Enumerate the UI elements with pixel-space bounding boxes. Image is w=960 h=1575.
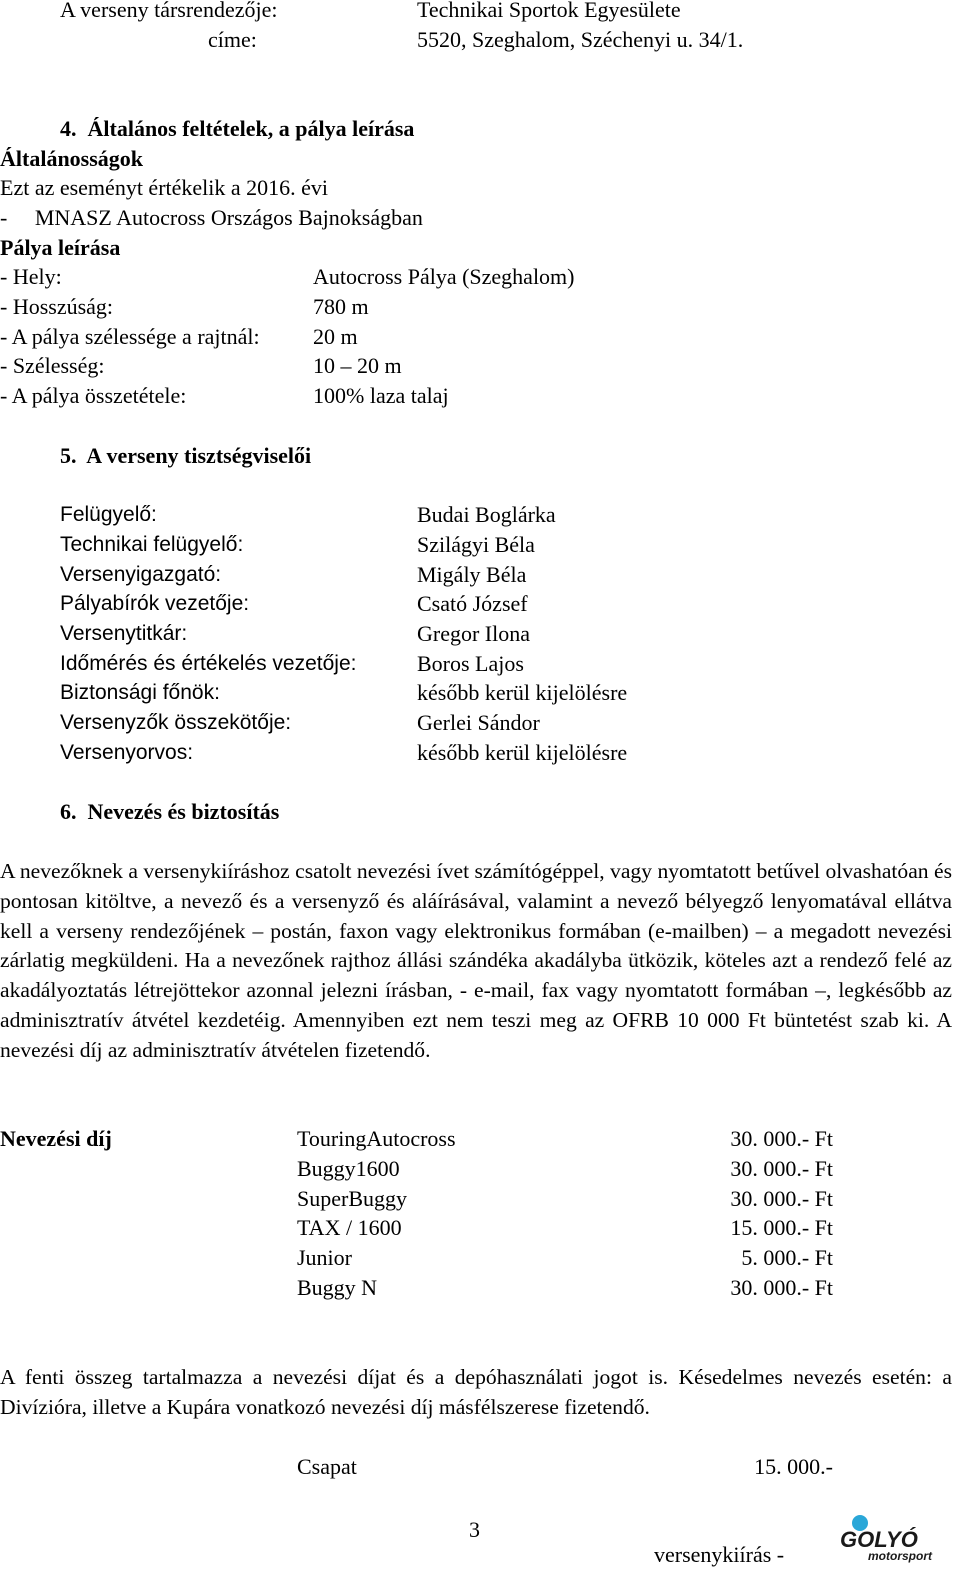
section4-heading: 4. Általános feltételek, a pálya leírása — [60, 116, 415, 141]
team-label: Csapat — [297, 1454, 357, 1479]
team-amount: 15. 000.- — [754, 1454, 833, 1479]
official-name: Budai Boglárka — [417, 502, 556, 527]
fee-amount: 15. 000.- Ft — [730, 1215, 833, 1240]
official-role: Pályabírók vezetője: — [60, 592, 250, 615]
fee-amount: 30. 000.- Ft — [730, 1275, 833, 1300]
fees-title: Nevezési díj — [0, 1126, 112, 1151]
golyo-motorsport-logo — [838, 1514, 956, 1564]
organizer-address: 5520, Szeghalom, Széchenyi u. 34/1. — [417, 27, 744, 52]
fee-amount: 5. 000.- Ft — [741, 1245, 833, 1270]
footer-doc-label: versenykiírás - — [654, 1542, 785, 1567]
official-role: Biztonsági főnök: — [60, 681, 220, 704]
track-label: - A pálya összetétele: — [0, 383, 187, 408]
fee-amount: 30. 000.- Ft — [730, 1126, 833, 1151]
track-value: Autocross Pálya (Szeghalom) — [313, 264, 575, 289]
logo-graphic — [838, 1514, 956, 1564]
fee-category: Buggy1600 — [297, 1156, 400, 1181]
official-role: Versenyzők összekötője: — [60, 711, 292, 734]
page-number: 3 — [469, 1517, 480, 1542]
track-value: 10 – 20 m — [313, 353, 402, 378]
official-role: Időmérés és értékelés vezetője: — [60, 652, 357, 675]
official-name: Boros Lajos — [417, 651, 524, 676]
track-label: - A pálya szélessége a rajtnál: — [0, 324, 260, 349]
fee-amount: 30. 000.- Ft — [730, 1156, 833, 1181]
fee-category: TouringAutocross — [297, 1126, 456, 1151]
track-value: 780 m — [313, 294, 369, 319]
track-title: Pálya leírása — [0, 235, 121, 260]
track-label: - Hely: — [0, 264, 62, 289]
section6-heading: 6. Nevezés és biztosítás — [60, 799, 280, 824]
logo-text-main: GOLYÓ — [840, 1527, 918, 1552]
section5-heading: 5. A verseny tisztségviselői — [60, 443, 312, 468]
official-name: Gerlei Sándor — [417, 710, 540, 735]
official-name: Gregor Ilona — [417, 621, 531, 646]
championship-line: - MNASZ Autocross Országos Bajnokságban — [0, 205, 423, 230]
track-value: 100% laza talaj — [313, 383, 449, 408]
track-label: - Hosszúság: — [0, 294, 114, 319]
fee-amount: 30. 000.- Ft — [730, 1186, 833, 1211]
official-name: Migály Béla — [417, 562, 527, 587]
fee-category: Junior — [297, 1245, 352, 1270]
fees-note: A fenti összeg tartalmazza a nevezési díjat és a depóhasználati jogot is. Késedelmes nevezés esetén: a Divízióra, illetve a Kupára vonatkozó nevezési díj másfélszerese fizetendő. — [0, 1365, 952, 1419]
official-role: Versenyigazgató: — [60, 563, 222, 586]
official-name: Szilágyi Béla — [417, 532, 535, 557]
official-role: Versenytitkár: — [60, 622, 188, 645]
organizer-name: Technikai Sportok Egyesülete — [417, 0, 681, 22]
entry-paragraph: A nevezőknek a versenykiíráshoz csatolt nevezési ívet számítógéppel, vagy nyomtatott betűvel olvashatóan és pontosan kitöltve, a nevező és a versenyző és aláírásával, valamint a nevező bélyegző lenyomatával ellátva kell a verseny rendezőjének – postán, faxon vagy elektronikus formában (e-mailben) – a megadott nevezési zárlatig megküldeni. Ha a nevezőnek rajthoz állási szándéka akadályba ütközik, köteles azt a rendező felé az akadályoztatás létrejöttekor azonnal jelezni írásban, - e-mail, fax vagy nyomtatott formában –, legkésőbb az adminisztratív átvétel kezdetéig. Amennyiben ezt nem teszi meg az OFRB 10 000 Ft büntetést szab ki. A nevezési díj az adminisztratív átvételen fizetendő. — [0, 859, 952, 1062]
track-label: - Szélesség: — [0, 353, 105, 378]
logo-text-sub: motorsport — [868, 1549, 932, 1563]
official-name: később kerül kijelölésre — [417, 740, 628, 765]
official-name: később kerül kijelölésre — [417, 680, 628, 705]
general-title: Általánosságok — [0, 146, 144, 171]
official-role: Technikai felügyelő: — [60, 533, 244, 556]
fee-category: Buggy N — [297, 1275, 378, 1300]
organizer-address-label: címe: — [208, 27, 257, 52]
official-name: Csató József — [417, 591, 528, 616]
fee-category: TAX / 1600 — [297, 1215, 402, 1240]
organizer-label: A verseny társrendezője: — [60, 0, 278, 22]
official-role: Felügyelő: — [60, 503, 157, 526]
official-role: Versenyorvos: — [60, 741, 194, 764]
general-text: Ezt az eseményt értékelik a 2016. évi — [0, 175, 329, 200]
fee-category: SuperBuggy — [297, 1186, 407, 1211]
track-value: 20 m — [313, 324, 358, 349]
